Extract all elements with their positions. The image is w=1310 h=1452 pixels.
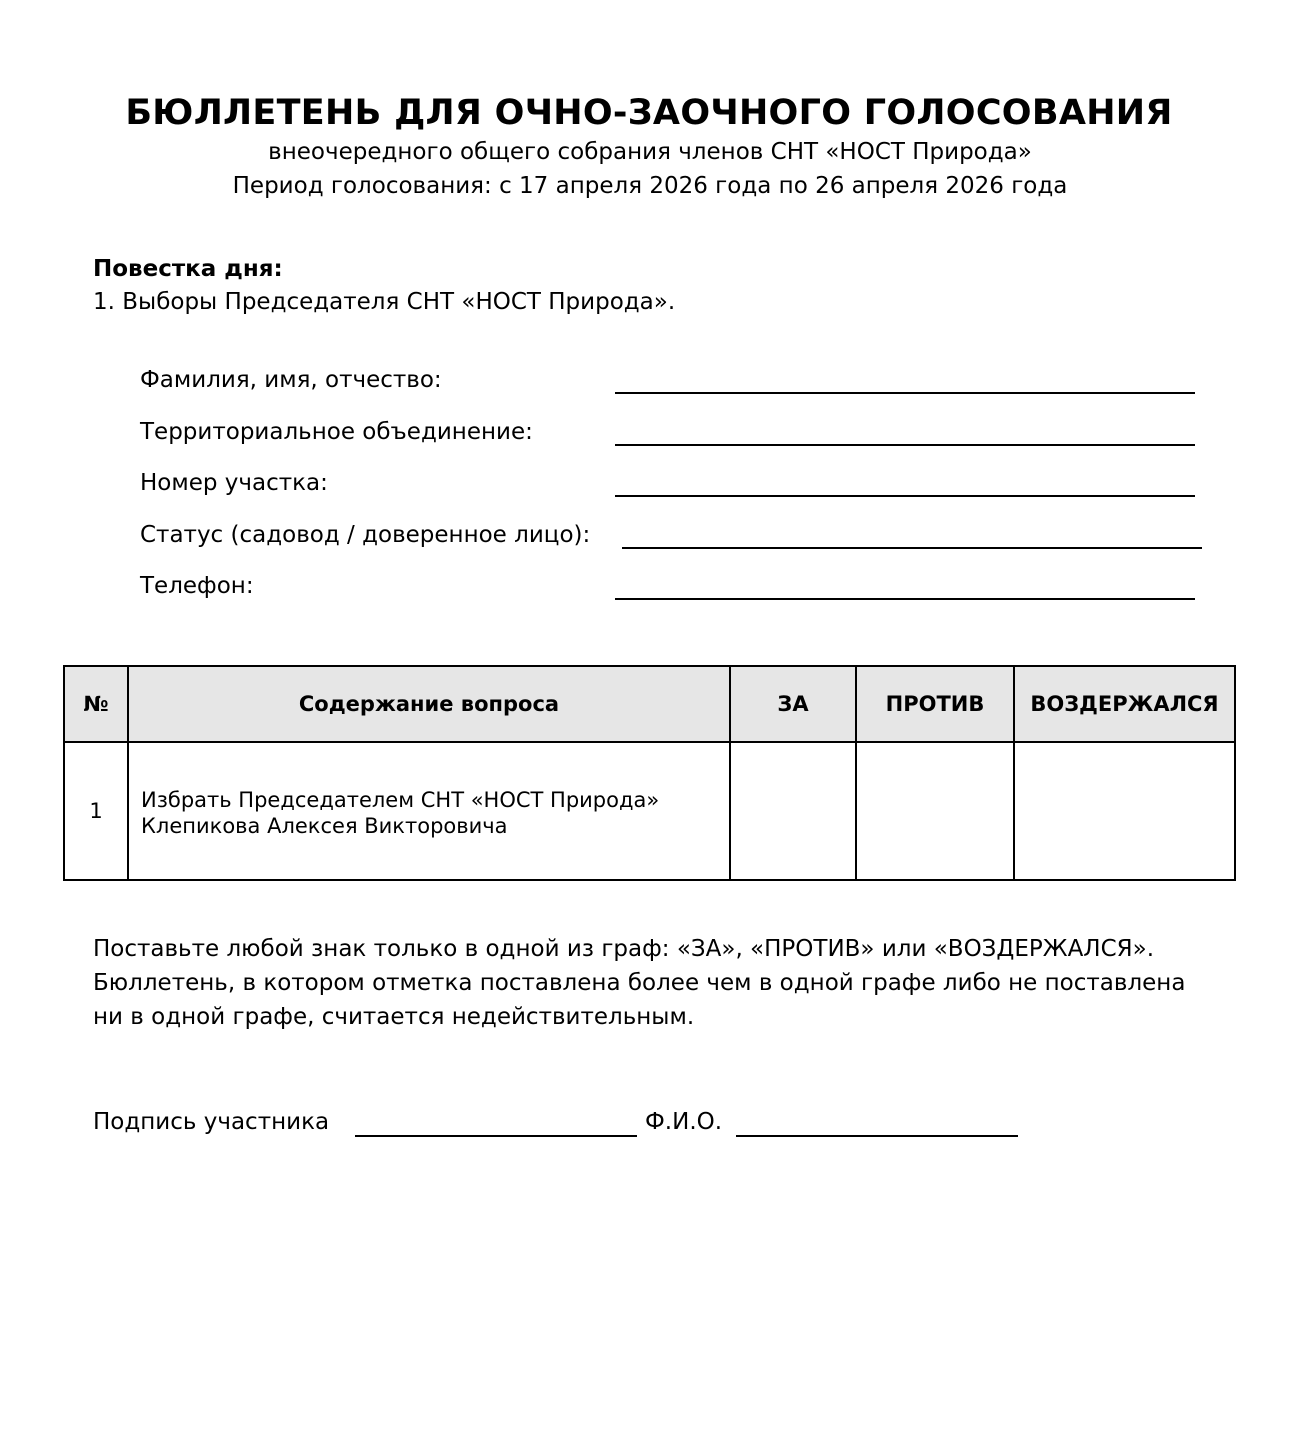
name-field[interactable] bbox=[736, 1135, 1018, 1137]
status-field[interactable] bbox=[622, 547, 1202, 549]
row-number: 1 bbox=[64, 742, 128, 880]
field-label-status: Статус (садовод / доверенное лицо): bbox=[140, 522, 591, 548]
field-label-full-name: Фамилия, имя, отчество: bbox=[140, 367, 442, 393]
question-text-line-1: Избрать Председателем СНТ «НОСТ Природа» bbox=[141, 788, 660, 812]
phone-field[interactable] bbox=[615, 598, 1195, 600]
table-header-row bbox=[64, 666, 1235, 742]
name-label: Ф.И.О. bbox=[645, 1109, 723, 1135]
instructions-text: Поставьте любой знак только в одной из граф: «ЗА», «ПРОТИВ» или «ВОЗДЕРЖАЛСЯ». Бюллетень, в котором отметка поставлена более чем в одной графе либо не поставлена ни в одной графе, считается недействительным. bbox=[93, 936, 1186, 1030]
voting-period: Период голосования: с 17 апреля 2026 года по 26 апреля 2026 года bbox=[232, 173, 1068, 199]
header-for: ЗА bbox=[730, 666, 856, 742]
voting-table bbox=[63, 665, 1236, 881]
field-label-territorial-association: Территориальное объединение: bbox=[140, 419, 533, 445]
vote-abstain-cell[interactable] bbox=[1014, 742, 1235, 880]
ballot-subtitle: внеочередного общего собрания членов СНТ «НОСТ Природа» bbox=[268, 139, 1032, 165]
signature-label: Подпись участника bbox=[93, 1109, 330, 1135]
full-name-field[interactable] bbox=[615, 392, 1195, 394]
field-label-plot-number: Номер участка: bbox=[140, 470, 328, 496]
header-question: Содержание вопроса bbox=[128, 666, 730, 742]
signature-field[interactable] bbox=[355, 1135, 637, 1137]
agenda-item: 1. Выборы Председателя СНТ «НОСТ Природа». bbox=[93, 289, 676, 315]
question-cell bbox=[128, 742, 730, 880]
header-abstain: ВОЗДЕРЖАЛСЯ bbox=[1014, 666, 1235, 742]
agenda-heading: Повестка дня: bbox=[93, 256, 283, 282]
header-against: ПРОТИВ bbox=[856, 666, 1014, 742]
vote-against-cell[interactable] bbox=[856, 742, 1014, 880]
field-label-phone: Телефон: bbox=[140, 573, 254, 599]
table-row bbox=[64, 742, 1235, 880]
header-number: № bbox=[64, 666, 128, 742]
vote-for-cell[interactable] bbox=[730, 742, 856, 880]
ballot-title: БЮЛЛЕТЕНЬ ДЛЯ ОЧНО-ЗАОЧНОГО ГОЛОСОВАНИЯ bbox=[125, 93, 1173, 133]
territorial-association-field[interactable] bbox=[615, 444, 1195, 446]
plot-number-field[interactable] bbox=[615, 495, 1195, 497]
question-text-line-2: Клепикова Алексея Викторовича bbox=[141, 814, 508, 838]
